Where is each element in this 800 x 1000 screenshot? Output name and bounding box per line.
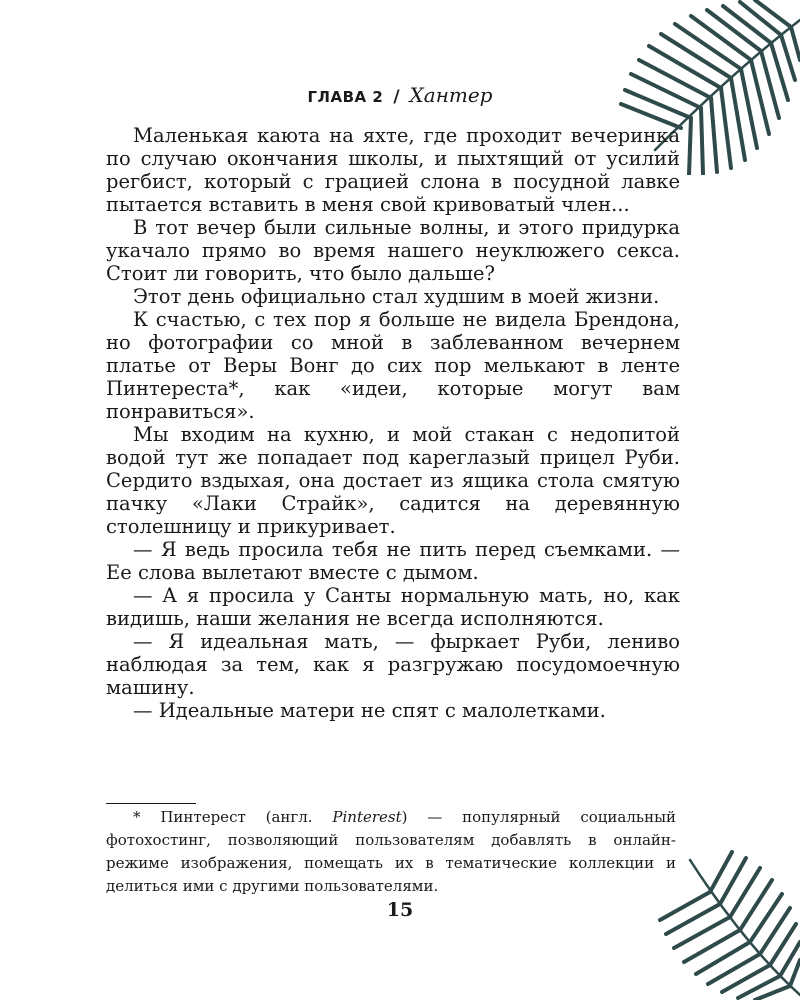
footnote-divider: [106, 803, 196, 804]
paragraph: К счастью, с тех пор я больше не видела Брендона, но фотографии со мной в заблеванном вечернем платье от Веры Вонг до сих пор мелькают в ленте Пинтереста*, как «идеи, которые могут вам понравиться».: [106, 308, 680, 423]
chapter-label: ГЛАВА 2: [307, 88, 384, 106]
header-separator: /: [393, 87, 400, 107]
character-name: Хантер: [409, 83, 493, 107]
paragraph: Мы входим на кухню, и мой стакан с недопитой водой тут же попадает под кареглазый прицел Руби. Сердито вздыхая, она достает из ящика стола смятую пачку «Лаки Страйк», садится на деревянную столешницу и прикуривает.: [106, 423, 680, 538]
footnote-text-before: * Пинтерест (англ.: [133, 808, 333, 826]
paragraph: — Я идеальная мать, — фыркает Руби, лениво наблюдая за тем, как я разгружаю посудомоечную машину.: [106, 630, 680, 699]
body-text: [106, 124, 680, 722]
footnote: [106, 806, 676, 898]
footnote-text-after: ) — популярный социальный фотохостинг, позволяющий пользователям добавлять в онлайн-режиме изображения, помещать их в тематические коллекции и делиться ими с другими пользователями.: [106, 808, 677, 895]
running-header: [0, 84, 800, 108]
paragraph: — Идеальные матери не спят с малолетками.: [133, 699, 606, 722]
paragraph: Маленькая каюта на яхте, где проходит вечеринка по случаю окончания школы, и пыхтящий от усилий регбист, который с грацией слона в посудной лавке пытается вставить в меня свой кривоватый член...: [106, 124, 680, 216]
footnote-term: Pinterest: [332, 808, 402, 826]
page-number: 15: [386, 899, 414, 921]
paragraph: В тот вечер были сильные волны, и этого придурка укачало прямо во время нашего неуклюжего секса. Стоит ли говорить, что было дальше?: [106, 216, 680, 285]
paragraph: Этот день официально стал худшим в моей жизни.: [133, 285, 660, 308]
paragraph: — Я ведь просила тебя не пить перед съемками. — Ее слова вылетают вместе с дымом.: [106, 538, 680, 584]
paragraph: — А я просила у Санты нормальную мать, но, как видишь, наши желания не всегда исполняются.: [106, 584, 680, 630]
